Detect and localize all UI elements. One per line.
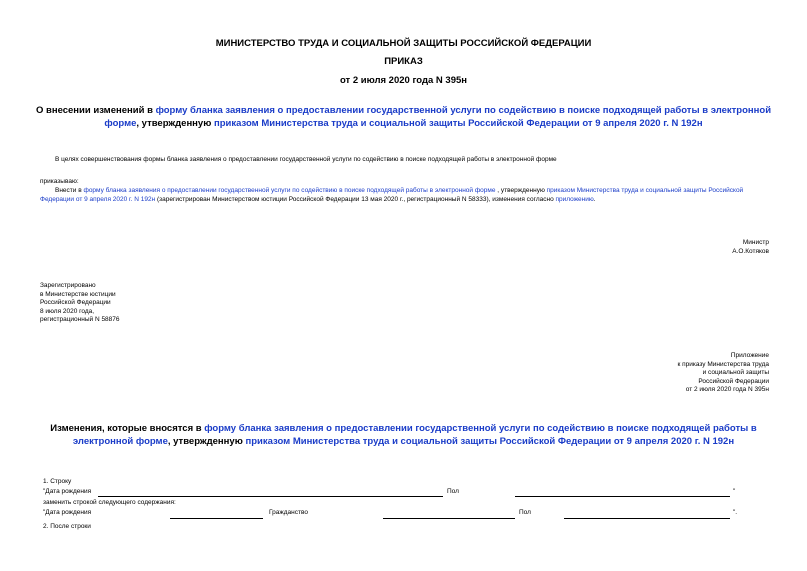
row2-sex-line bbox=[564, 518, 730, 519]
signature-block bbox=[732, 239, 769, 256]
appendix-line: от 2 июля 2020 года N 395н bbox=[685, 386, 769, 393]
row2-birth-line bbox=[170, 518, 263, 519]
title-text-2: , утвержденную bbox=[136, 117, 214, 129]
row2-birth-label: "Дата рождения bbox=[43, 509, 92, 516]
changes-title-text-1: Изменения, которые вносятся в bbox=[50, 423, 205, 434]
p1-text-4: . bbox=[593, 195, 596, 203]
appendix-line: Приложение bbox=[730, 352, 769, 359]
row1-end-quote: " bbox=[733, 488, 736, 495]
registration-block bbox=[40, 282, 120, 325]
row2-sex-label: Пол bbox=[519, 509, 531, 516]
preamble-text: В целях совершенствования формы бланка заявления о предоставлении государственной услуги по содействию в поиске подходящей работы в электронной форме bbox=[55, 156, 557, 163]
appendix-reference bbox=[677, 352, 769, 395]
registration-line: Зарегистрировано bbox=[40, 282, 96, 289]
order-word: приказываю: bbox=[40, 178, 79, 185]
ministry-heading: МИНИСТЕРСТВО ТРУДА И СОЦИАЛЬНОЙ ЗАЩИТЫ РОССИЙСКОЙ ФЕДЕРАЦИИ bbox=[215, 38, 592, 49]
p1-order-link[interactable]: приказом Министерства труда и социальной защиты Российской Федерации от 9 апреля 2020 г. N 192н bbox=[40, 187, 744, 203]
title-form-link[interactable]: форму бланка заявления о предоставлении государственной услуги по содействию в поиске подходящей работы в электронной форме bbox=[104, 105, 772, 129]
registration-line: в Министерстве юстиции bbox=[40, 290, 116, 298]
replace-text: заменить строкой следующего содержания: bbox=[43, 499, 176, 506]
signature-name: А.О.Котяков bbox=[732, 247, 769, 255]
row1-sex-line bbox=[515, 496, 730, 497]
registration-line: 8 июля 2020 года, bbox=[40, 307, 95, 315]
changes-title-form-link[interactable]: форму бланка заявления о предоставлении государственной услуги по содействию в поиске подходящей работы в электронной форме bbox=[72, 423, 757, 447]
p1-form-link[interactable]: форму бланка заявления о предоставлении государственной услуги по содействию в поиске подходящей работы в электронной форме bbox=[83, 187, 496, 194]
row2-citizenship-label: Гражданство bbox=[269, 509, 308, 516]
row1-birth-label: "Дата рождения bbox=[43, 488, 92, 495]
change-item-2: 2. После строки bbox=[43, 523, 91, 530]
p1-text-1: Внести в bbox=[55, 187, 84, 194]
changes-title bbox=[30, 423, 777, 448]
row2-end-quote: ". bbox=[733, 509, 738, 516]
title-text-1: О внесении изменений в bbox=[35, 105, 156, 116]
document-title bbox=[30, 105, 777, 130]
registration-line: Российской Федерации bbox=[40, 299, 111, 306]
signature-position: Министр bbox=[742, 239, 769, 246]
order-paragraph bbox=[40, 187, 775, 204]
title-order-link[interactable]: приказом Министерства труда и социальной защиты Российской Федерации от 9 апреля 2020 г. N 192н bbox=[213, 117, 703, 129]
p1-text-3: (зарегистрирован Министерством юстиции Российской Федерации 13 мая 2020 г., регистрационный N 58333), изменения согласно bbox=[155, 195, 556, 203]
p1-text-2: , утвержденную bbox=[495, 187, 547, 194]
doc-date: от 2 июля 2020 года N 395н bbox=[339, 75, 468, 86]
row2-citizenship-line bbox=[383, 518, 515, 519]
doc-type: ПРИКАЗ bbox=[384, 56, 423, 67]
appendix-line: и социальной защиты bbox=[702, 369, 769, 376]
change-item-1: 1. Строку bbox=[43, 478, 72, 485]
p1-appendix-link[interactable]: приложению bbox=[555, 195, 594, 203]
changes-title-order-link[interactable]: приказом Министерства труда и социальной защиты Российской Федерации от 9 апреля 2020 г. N 192н bbox=[245, 435, 735, 447]
appendix-line: к приказу Министерства труда bbox=[677, 360, 769, 368]
changes-title-text-2: , утвержденную bbox=[167, 435, 246, 447]
row1-sex-label: Пол bbox=[447, 488, 459, 495]
appendix-line: Российской Федерации bbox=[698, 377, 769, 385]
registration-line: регистрационный N 58876 bbox=[40, 316, 120, 323]
row1-birth-line bbox=[98, 496, 443, 497]
